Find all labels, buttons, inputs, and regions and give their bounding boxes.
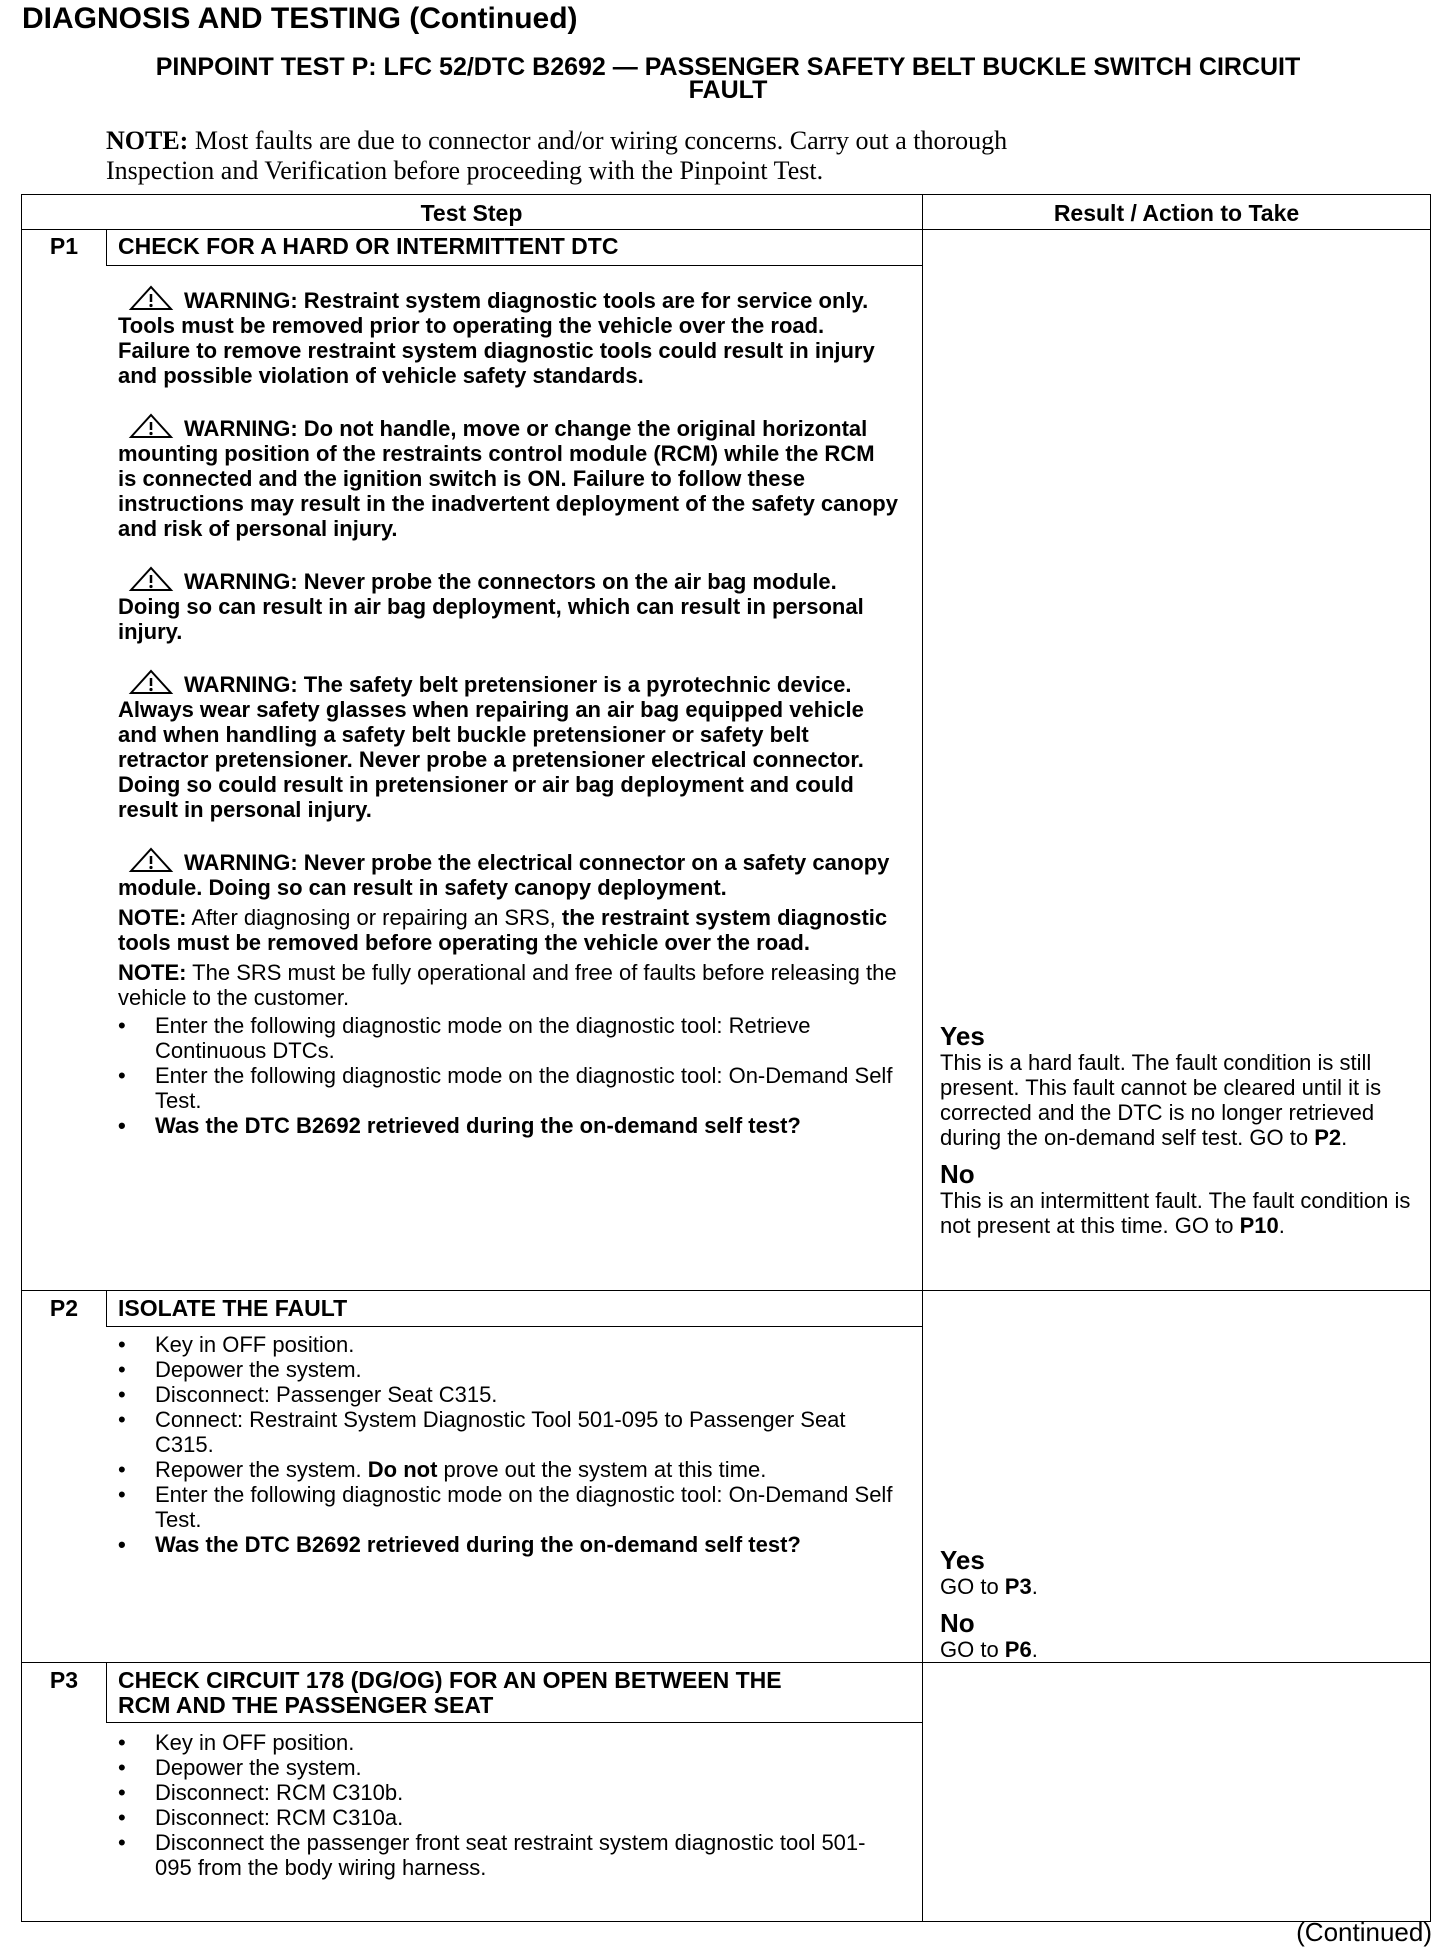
test-title-line1: PINPOINT TEST P: LFC 52/DTC B2692 — PASSENGER SAFETY BELT BUCKLE SWITCH CIRCUIT xyxy=(155,53,1301,81)
warning-triangle-icon xyxy=(128,847,174,873)
p1-question: • Was the DTC B2692 retrieved during the on-demand self test? xyxy=(118,1113,898,1138)
p3-title-divider xyxy=(106,1722,922,1723)
p3-content xyxy=(118,1730,898,1880)
goto-link-p2[interactable]: P2 xyxy=(1314,1125,1342,1150)
repower-text: Repower the system. xyxy=(155,1457,368,1482)
p1-bullet-list xyxy=(118,1013,898,1138)
warning-label: WARNING: xyxy=(184,416,298,441)
step-title-p3-line1: CHECK CIRCUIT 178 (DG/OG) FOR AN OPEN BETWEEN THE xyxy=(118,1667,782,1693)
list-item: • Enter the following diagnostic mode on the diagnostic tool: Retrieve Continuous DTCs. xyxy=(118,1013,898,1063)
list-item: • Enter the following diagnostic mode on the diagnostic tool: On-Demand Self Test. xyxy=(118,1482,898,1532)
warning-triangle-icon xyxy=(128,566,174,592)
result-yes-text: GO to P3. xyxy=(940,1574,1038,1599)
p1-note-2 xyxy=(118,960,898,1010)
note-label: NOTE: xyxy=(118,960,187,985)
p2-result xyxy=(940,1546,1424,1662)
result-yes-text: This is a hard fault. The fault condition is still present. This fault cannot be cleared until it is corrected and the DTC is no longer retrieved during the on-demand self test. GO to P2. xyxy=(940,1050,1382,1150)
step-id-p1: P1 xyxy=(49,233,79,259)
note-label: NOTE: xyxy=(118,905,187,930)
warning-text: Do not handle, move or change the original horizontal mounting position of the restraints control module (RCM) while the RCM is connected and the ignition switch is ON. Failure to follow these instructions may result in the inadvertent deployment of the safety canopy and risk of personal injury. xyxy=(118,416,898,541)
p1-warning-3 xyxy=(118,566,898,644)
p1-warning-4 xyxy=(118,669,898,822)
pinpoint-test-title xyxy=(30,53,1426,104)
list-item: • Depower the system. xyxy=(118,1755,898,1780)
p2-question: • Was the DTC B2692 retrieved during the on-demand self test? xyxy=(118,1532,898,1557)
intro-note xyxy=(106,126,1326,186)
repower-tail: prove out the system at this time. xyxy=(437,1457,767,1482)
result-no-label: No xyxy=(940,1608,975,1638)
p3-id-divider xyxy=(106,1662,107,1722)
intro-note-label: NOTE: xyxy=(106,126,189,155)
p1-title-divider xyxy=(106,265,922,266)
goto-link-p10[interactable]: P10 xyxy=(1239,1213,1279,1238)
warning-triangle-icon xyxy=(128,669,174,695)
list-item: • Disconnect: Passenger Seat C315. xyxy=(118,1382,898,1407)
warning-text: Never probe the connectors on the air bag module. Doing so can result in air bag deployment, which can result in personal injury. xyxy=(118,569,864,644)
result-no-body: GO to xyxy=(940,1637,1005,1662)
list-item: • Disconnect: RCM C310b. xyxy=(118,1780,898,1805)
list-item: • Disconnect: RCM C310a. xyxy=(118,1805,898,1830)
p1-warning-5 xyxy=(118,847,898,900)
goto-link-p3[interactable]: P3 xyxy=(1004,1574,1032,1599)
note-emphasis: the restraint system diagnostic tools must be removed before operating the vehicle over the road. xyxy=(118,905,888,955)
warning-text: Restraint system diagnostic tools are for service only. Tools must be removed prior to operating the vehicle over the road. Failure to remove restraint system diagnostic tools could result in injury and possible violation of vehicle safety standards. xyxy=(118,288,875,388)
warning-triangle-icon xyxy=(128,413,174,439)
p2-row-divider xyxy=(21,1662,1431,1663)
list-item: • Depower the system. xyxy=(118,1357,898,1382)
step-title-p2: ISOLATE THE FAULT xyxy=(118,1295,348,1321)
p1-warning-1 xyxy=(118,285,898,388)
intro-note-text-1: Most faults are due to connector and/or wiring concerns. Carry out a thorough xyxy=(188,126,1008,155)
warning-label: WARNING: xyxy=(184,672,298,697)
warning-label: WARNING: xyxy=(184,850,298,875)
list-item: • Disconnect the passenger front seat restraint system diagnostic tool 501-095 from the body wiring harness. xyxy=(118,1830,898,1880)
p2-id-divider xyxy=(106,1290,107,1326)
col-header-result: Result / Action to Take xyxy=(1053,200,1300,226)
p2-title-divider xyxy=(106,1326,922,1327)
intro-note-text-2: Inspection and Verification before proceeding with the Pinpoint Test. xyxy=(106,156,824,185)
step-title-p3 xyxy=(118,1668,918,1718)
p1-warning-2 xyxy=(118,413,898,541)
continued-footer: (Continued) xyxy=(1296,1917,1432,1947)
result-yes-label: Yes xyxy=(940,1545,985,1575)
result-no-body: This is an intermittent fault. The fault condition is not present at this time. GO to xyxy=(940,1188,1411,1238)
p2-content xyxy=(118,1332,898,1557)
warning-triangle-icon xyxy=(128,285,174,311)
goto-link-p6[interactable]: P6 xyxy=(1004,1637,1032,1662)
warning-text: Never probe the electrical connector on a safety canopy module. Doing so can result in safety canopy deployment. xyxy=(118,850,890,900)
list-item: • Key in OFF position. xyxy=(118,1730,898,1755)
note-text: The SRS must be fully operational and free of faults before releasing the vehicle to the customer. xyxy=(118,960,897,1010)
result-no-text: This is an intermittent fault. The fault condition is not present at this time. GO to P10. xyxy=(940,1188,1411,1238)
result-yes-label: Yes xyxy=(940,1021,985,1051)
p1-id-divider xyxy=(106,229,107,265)
list-item: • Enter the following diagnostic mode on the diagnostic tool: On-Demand Self Test. xyxy=(118,1063,898,1113)
section-title: DIAGNOSIS AND TESTING (Continued) xyxy=(22,2,578,35)
warning-text: The safety belt pretensioner is a pyrotechnic device. Always wear safety glasses when repairing an air bag equipped vehicle and when handling a safety belt buckle pretensioner or safety belt retractor pretensioner. Never probe a pretensioner electrical connector. Doing so could result in pretensioner or air bag deployment and could result in personal injury. xyxy=(118,672,864,822)
p2-bullet-list xyxy=(118,1332,898,1557)
repower-emphasis: Do not xyxy=(367,1457,438,1482)
result-yes-body: This is a hard fault. The fault condition is still present. This fault cannot be cleared until it is corrected and the DTC is no longer retrieved during the on-demand self test. GO to xyxy=(940,1050,1382,1150)
p1-content xyxy=(118,285,898,1138)
list-item: • Connect: Restraint System Diagnostic Tool 501-095 to Passenger Seat C315. xyxy=(118,1407,898,1457)
step-id-p3: P3 xyxy=(49,1667,79,1693)
warning-label: WARNING: xyxy=(184,569,298,594)
note-text: After diagnosing or repairing an SRS, xyxy=(186,905,562,930)
col-header-test-step: Test Step xyxy=(420,200,523,226)
p1-row-divider xyxy=(21,1290,1431,1291)
list-item xyxy=(118,1457,898,1482)
p3-bullet-list xyxy=(118,1730,898,1880)
p1-result xyxy=(940,1022,1424,1238)
result-no-text: GO to P6. xyxy=(940,1637,1038,1662)
result-yes-body: GO to xyxy=(940,1574,1005,1599)
test-title-line2: FAULT xyxy=(688,76,768,104)
step-title-p3-line2: RCM AND THE PASSENGER SEAT xyxy=(118,1692,494,1718)
step-title-p1: CHECK FOR A HARD OR INTERMITTENT DTC xyxy=(118,233,619,259)
result-no-label: No xyxy=(940,1159,975,1189)
warning-label: WARNING: xyxy=(184,288,298,313)
step-id-p2: P2 xyxy=(49,1295,79,1321)
p1-note-1 xyxy=(118,905,898,955)
list-item: • Key in OFF position. xyxy=(118,1332,898,1357)
